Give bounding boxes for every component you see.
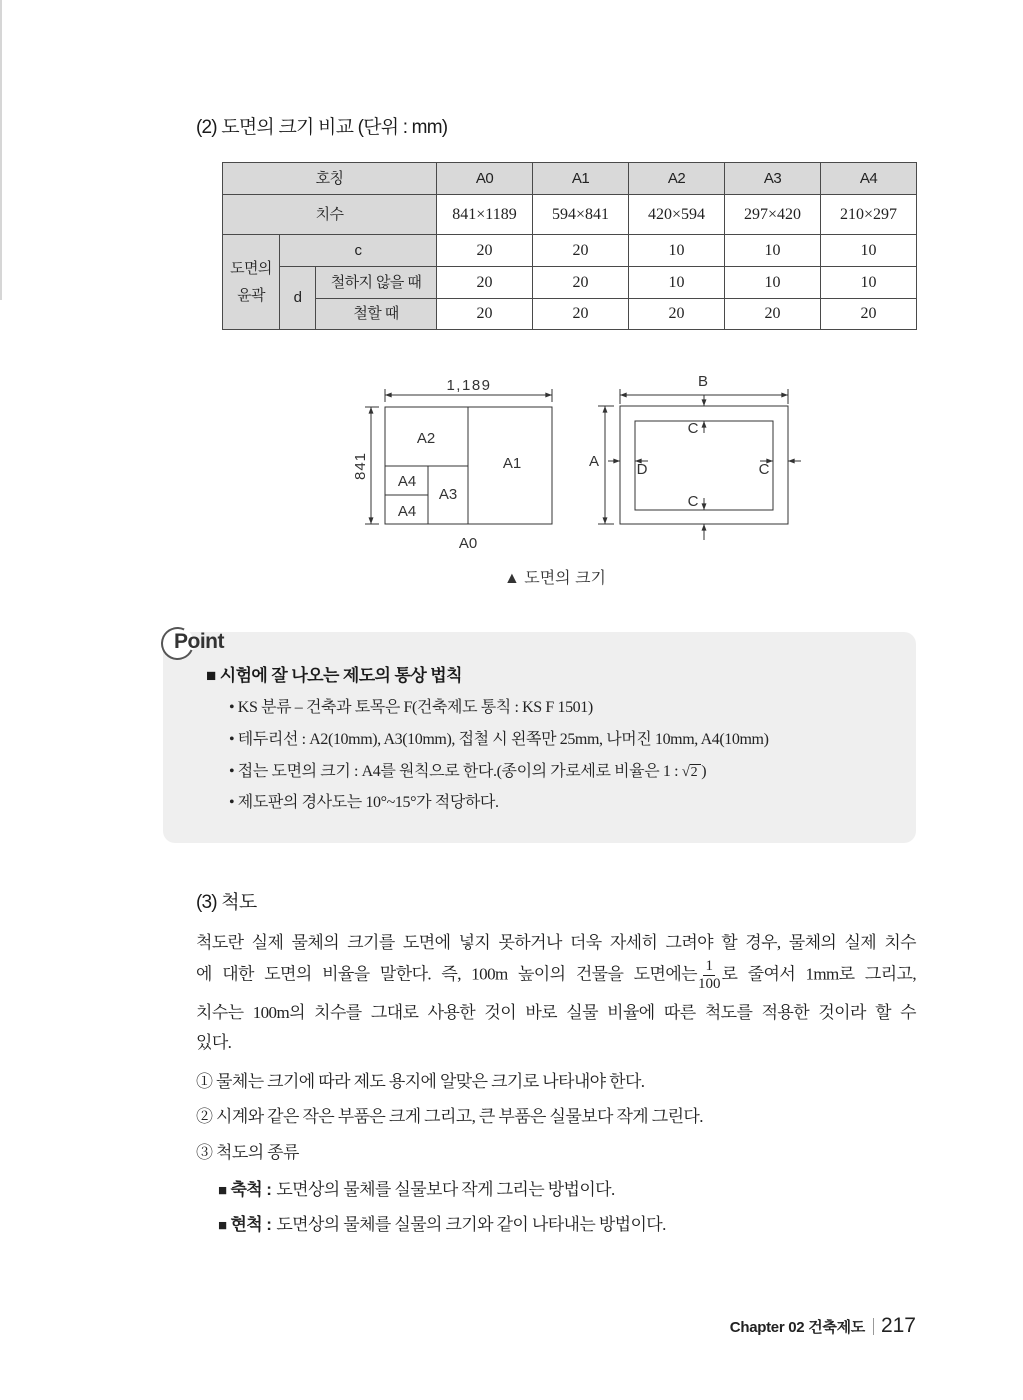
dimensions-label-cell: 치수 (223, 195, 437, 235)
table-cell: 10 (629, 235, 725, 267)
point-bullet-ks: • KS 분류 – 건축과 토목은 F(건축제도 통칙 : KS F 1501) (229, 699, 593, 716)
table-header-row (223, 163, 917, 195)
chapter-label: Chapter 02 건축제도 (729, 1318, 865, 1336)
table-cell: 10 (725, 235, 821, 267)
footer-separator (873, 1318, 874, 1335)
fraction-denominator: 100 (697, 976, 721, 992)
paragraph-text: 로 줄여서 1mm로 그리고, (721, 964, 916, 984)
table-cell: 20 (821, 299, 917, 330)
fold-text-end: ) (701, 763, 707, 780)
header-cell-a3: A3 (725, 163, 821, 195)
sheet-border-line (635, 421, 773, 510)
table-cell: 420×594 (629, 195, 725, 235)
table-cell: 20 (437, 235, 533, 267)
table-cell: 297×420 (725, 195, 821, 235)
sheet-a3-label: A3 (438, 486, 458, 503)
border-margin-diagram (589, 373, 801, 540)
c-top-label: C (687, 420, 699, 437)
table-cell: 20 (437, 299, 533, 330)
page-footer (730, 1314, 916, 1338)
sheet-a4-upper-label: A4 (397, 473, 417, 490)
sheet-a2-label: A2 (416, 430, 436, 447)
b-dimension-label: B (697, 373, 709, 390)
table-row-d-bound (223, 299, 917, 330)
table-cell: 20 (533, 299, 629, 330)
table-row-dimensions (223, 195, 917, 235)
table-cell: 20 (533, 267, 629, 299)
section-3-heading: (3) 척도 (196, 892, 257, 913)
table-row-c (223, 235, 917, 267)
square-bullet-icon: ■ (218, 1183, 227, 1199)
table-cell: 10 (629, 267, 725, 299)
list-item: ② 시계와 같은 작은 부품은 크게 그리고, 큰 부품은 실물보다 작게 그린다. (196, 1107, 703, 1126)
square-bullet-icon: ■ (218, 1218, 227, 1234)
table-cell: 10 (725, 267, 821, 299)
radical-sign: √ (681, 764, 690, 780)
paragraph-text: 에 대한 도면의 비율을 말한다. 즉, 100m 높이의 건물을 도면에는 (196, 964, 697, 984)
scale-description: 도면상의 물체를 실물의 크기와 같이 나타내는 방법이다. (276, 1215, 666, 1234)
header-cell-a2: A2 (629, 163, 725, 195)
paragraph-line-4: 있다. (196, 1033, 232, 1052)
c-right-label: C (758, 461, 770, 478)
table-row-d-unbound (223, 267, 917, 299)
fraction-numerator: 1 (705, 958, 713, 974)
fraction-one-hundredth (698, 958, 721, 993)
c-bottom-label: C (687, 493, 699, 510)
paragraph-line-3: 치수는 100m의 치수를 그대로 사용한 것이 바로 실물 비율에 따른 척도를 적용한 것이라 할 수 (196, 1003, 916, 1022)
figure-caption: ▲ 도면의 크기 (503, 570, 606, 587)
d-label: D (636, 461, 648, 478)
sheet-a4-lower-label: A4 (397, 503, 417, 520)
height-dimension-label: 841 (351, 451, 369, 481)
section-2-heading: (2) 도면의 크기 비교 (단위 : mm) (196, 117, 448, 138)
outline-label-cell: 도면의 윤곽 (223, 235, 280, 330)
a-dimension-label: A (588, 453, 600, 470)
table-cell: 10 (821, 267, 917, 299)
page-edge-mark (0, 0, 2, 300)
table-cell: 210×297 (821, 195, 917, 235)
point-bullet-fold (229, 761, 706, 783)
paper-size-figure (340, 365, 820, 560)
d-unbound-label-cell: 철하지 않을 때 (316, 267, 437, 299)
fold-text: • 접는 도면의 크기 : A4를 원칙으로 한다.(종이의 가로세로 비율은 1 : (229, 763, 682, 780)
table-cell: 594×841 (533, 195, 629, 235)
header-cell-a1: A1 (533, 163, 629, 195)
table-cell: 20 (725, 299, 821, 330)
header-label-cell: 호칭 (223, 163, 437, 195)
scale-type-full (218, 1214, 666, 1237)
width-dimension-label: 1,189 (446, 377, 492, 394)
point-title: ■ 시험에 잘 나오는 제도의 통상 법칙 (206, 666, 462, 685)
table-cell: 20 (533, 235, 629, 267)
scale-term: 현척 : (230, 1215, 272, 1234)
scale-description: 도면상의 물체를 실물보다 작게 그리는 방법이다. (276, 1180, 615, 1199)
scale-term: 축척 : (230, 1180, 272, 1199)
table-cell: 20 (437, 267, 533, 299)
point-bullet-border: • 테두리선 : A2(10mm), A3(10mm), 접철 시 왼쪽만 25mm, 나머진 10mm, A4(10mm) (229, 731, 769, 748)
paper-size-table (222, 162, 917, 330)
sheet-a0-label: A0 (458, 535, 478, 552)
table-cell: 20 (629, 299, 725, 330)
d-bound-label-cell: 철할 때 (316, 299, 437, 330)
header-cell-a4: A4 (821, 163, 917, 195)
sheet-division-diagram (352, 377, 552, 552)
scale-type-reduced (218, 1179, 615, 1202)
point-bullet-slope: • 제도판의 경사도는 10°~15°가 적당하다. (229, 794, 499, 811)
table-cell: 841×1189 (437, 195, 533, 235)
table-cell: 10 (821, 235, 917, 267)
page-number: 217 (880, 1314, 916, 1337)
list-item: ① 물체는 크기에 따라 제도 용지에 알맞은 크기로 나타내야 한다. (196, 1072, 645, 1091)
d-label-cell: d (280, 267, 316, 330)
point-logo: Point (174, 630, 224, 653)
radicand: 2 (690, 764, 702, 781)
paragraph-line-1: 척도란 실제 물체의 크기를 도면에 넣지 못하거나 더욱 자세히 그려야 할 경우, 물체의 실제 치수 (196, 933, 916, 952)
list-item: ③ 척도의 종류 (196, 1143, 299, 1162)
header-cell-a0: A0 (437, 163, 533, 195)
c-label-cell: c (280, 235, 437, 267)
sheet-a1-label: A1 (502, 455, 522, 472)
paragraph-line-2 (196, 958, 916, 993)
